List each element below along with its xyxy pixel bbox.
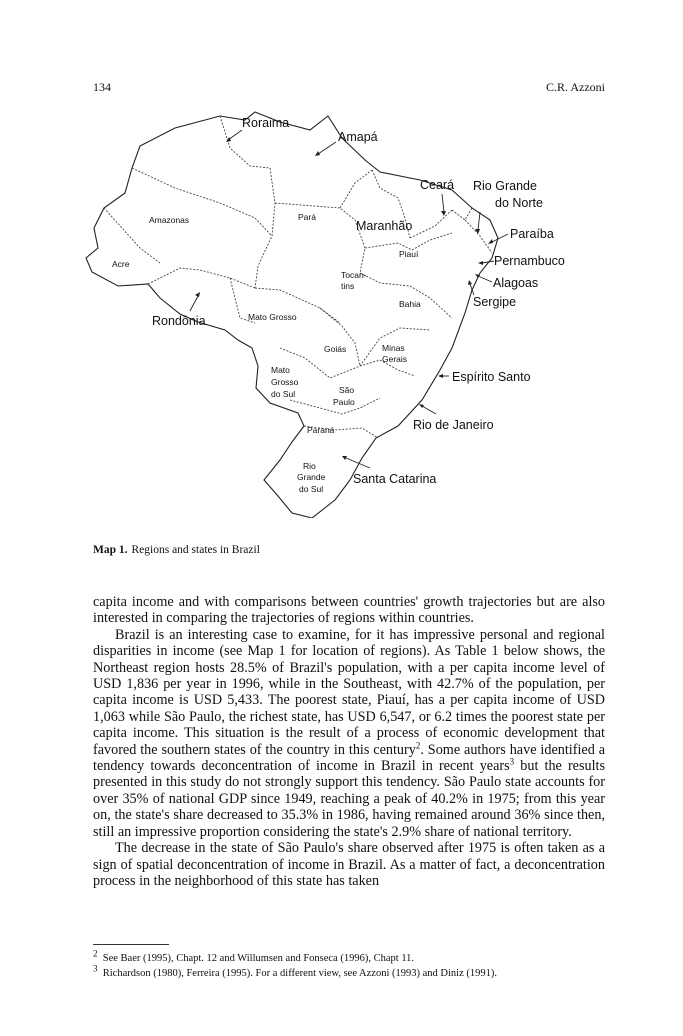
label-espirito-santo: Espírito Santo: [452, 370, 531, 384]
paragraph-1: capita income and with comparisons between countries' growth trajectories but are also interested in comparing the trajectories of regions within countries.: [93, 594, 605, 627]
body-text: [93, 594, 605, 889]
label-ms-1: Mato: [271, 365, 290, 375]
paragraph-3: The decrease in the state of São Paulo's share observed after 1975 is often taken as a sign of spatial deconcentration of income in Brazil. As a matter of fact, a deconcentration process in the neighborhood of this state has taken: [93, 840, 605, 889]
label-rgn-1: Rio Grande: [473, 179, 537, 193]
label-para: Pará: [298, 212, 316, 222]
footnote-rule: [93, 944, 169, 945]
brazil-map: [80, 108, 620, 518]
label-minas-1: Minas: [382, 343, 405, 353]
label-piaui: Piauí: [399, 249, 419, 259]
label-acre: Acre: [112, 259, 130, 269]
label-rs-3: do Sul: [299, 484, 324, 494]
label-santa-catarina: Santa Catarina: [353, 472, 437, 486]
label-paraiba: Paraíba: [510, 227, 554, 241]
label-parana: Paraná: [307, 425, 335, 435]
label-alagoas: Alagoas: [493, 276, 539, 290]
caption-text: Regions and states in Brazil: [131, 544, 260, 556]
label-mato-grosso: Mato Grosso: [248, 312, 297, 322]
label-amapa: Amapá: [338, 130, 378, 144]
paragraph-2: Brazil is an interesting case to examine, for it has impressive personal and regional disparities in income (see Map 1 for location of regions). As Table 1 below shows, the Northeast region hosts 28.5% of Brazil's population, with a per capita income level of USD 1,836 per year in 1996, while in the Southeast, with 42.7% of the population, per capita income is USD 5,433. The poorest state, Piauí, has a per capita income of USD 1,063 while São Paulo, the richest state, has USD 6,547, or 6.2 times the poorest state per capita income. This situation is the result of a process of economic development that favored the southern states of the country in this century$^2$. Some authors have identified a tendency towards deconcentration of income in Brazil in recent years$^3$ but the results presented in this study do not strongly support this tendency. São Paulo state accounts for over 35% of national GDP since 1949, reaching a peak of 40.2% in 1975; from this year on, the state's share decreased to 35.3% in 1986, having remained around 36% since then, still an impressive proportion considering the state's 2.9% share of national territory.: [93, 626, 605, 840]
label-sp-2: Paulo: [333, 397, 355, 407]
label-tocantins-1: Tocan-: [341, 270, 367, 280]
label-tocantins-2: tins: [341, 281, 355, 291]
label-rondonia: Rondônia: [152, 314, 206, 328]
label-rs-1: Rio: [303, 461, 316, 471]
label-pernambuco: Pernambuco: [494, 254, 565, 268]
footnote-ref-2: 2: [415, 739, 421, 750]
state-borders: [104, 116, 492, 438]
footnotes: [93, 948, 605, 981]
label-goias: Goiás: [324, 344, 347, 354]
label-ms-2: Grosso: [271, 377, 299, 387]
page-number: 134: [93, 80, 111, 94]
label-rgn-2: do Norte: [495, 196, 543, 210]
footnote-ref-3: 3: [509, 756, 515, 767]
label-roraima: Roraima: [242, 116, 290, 130]
label-ceara: Ceará: [420, 178, 455, 192]
label-minas-2: Gerais: [382, 354, 408, 364]
label-maranhao: Maranhão: [356, 219, 413, 233]
label-rs-2: Grande: [297, 472, 326, 482]
label-sp-1: São: [339, 385, 355, 395]
label-rio-de-janeiro: Rio de Janeiro: [413, 418, 494, 432]
footnote-3: $^3$ Richardson (1980), Ferreira (1995). For a different view, see Azzoni (1993) and Diniz (1991).: [93, 963, 497, 979]
label-amazonas: Amazonas: [149, 215, 190, 225]
label-ms-3: do Sul: [271, 389, 296, 399]
footnote-2: $^2$ See Baer (1995), Chapt. 12 and Willumsen and Fonseca (1996), Chapt 11.: [93, 948, 415, 964]
map-caption: [93, 544, 260, 556]
label-sergipe: Sergipe: [473, 295, 517, 309]
caption-label: Map 1.: [93, 544, 128, 556]
running-head-author: C.R. Azzoni: [546, 80, 605, 94]
label-bahia: Bahia: [399, 299, 421, 309]
